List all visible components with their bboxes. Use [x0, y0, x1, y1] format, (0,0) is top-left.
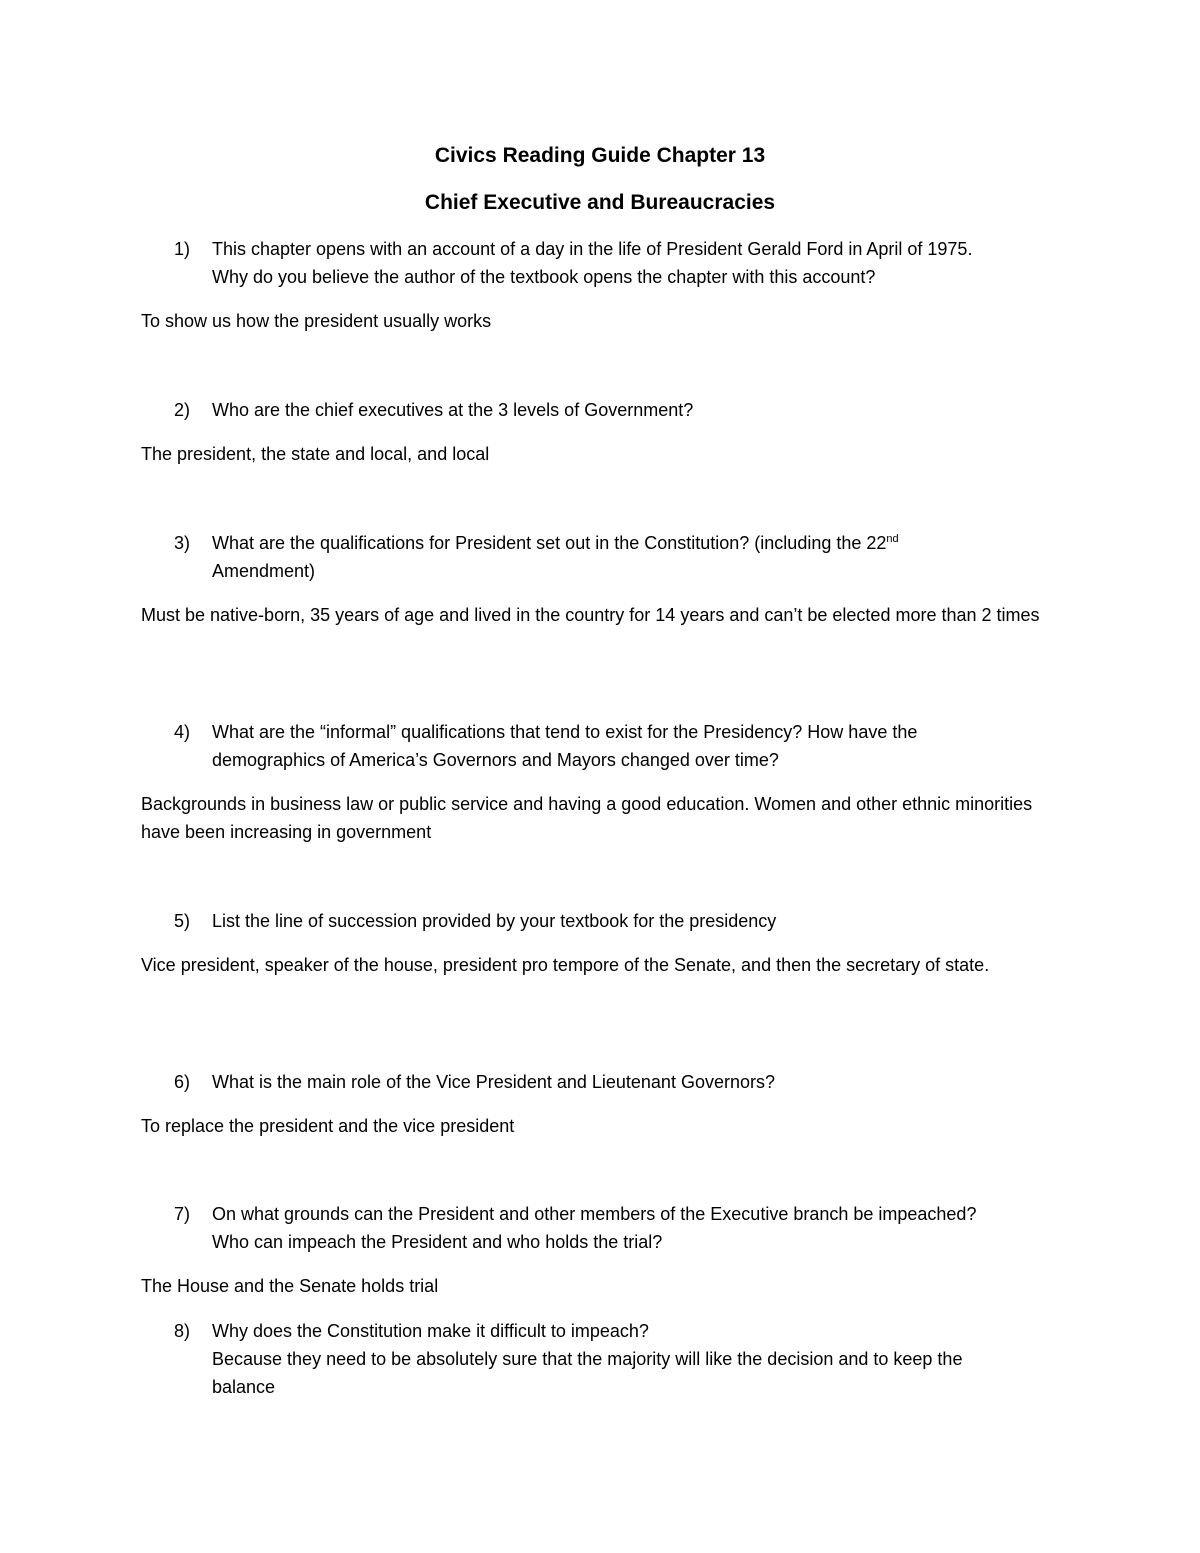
- document-title: Civics Reading Guide Chapter 13: [434, 144, 766, 167]
- question-text-part: What are the qualifications for President set out in the Constitution? (including the 22: [212, 533, 887, 553]
- answer-2: The president, the state and local, and local: [141, 444, 490, 464]
- question-text: List the line of succession provided by your textbook for the presidency: [212, 911, 777, 931]
- question-2: [174, 396, 1074, 424]
- question-number: 1): [174, 239, 191, 259]
- question-1: [174, 235, 1074, 291]
- question-4: [174, 718, 1074, 774]
- answer-4: Backgrounds in business law or public service and having a good education. Women and other ethnic minorities have been increasing in government: [141, 794, 1033, 842]
- question-text: This chapter opens with an account of a day in the life of President Gerald Ford in April of 1975. Why do you believe the author of the textbook opens the chapter with this account?: [212, 239, 973, 287]
- document-subtitle: Chief Executive and Bureaucracies: [424, 191, 776, 214]
- question-text: [212, 529, 1074, 585]
- question-number: 5): [174, 911, 191, 931]
- question-8: [174, 1317, 1074, 1401]
- question-3: [174, 529, 1074, 585]
- question-7: [174, 1200, 1074, 1256]
- question-number: 2): [174, 400, 191, 420]
- answer-1: To show us how the president usually works: [141, 311, 492, 331]
- question-text: On what grounds can the President and other members of the Executive branch be impeached? Who can impeach the President and who holds the trial?: [212, 1204, 977, 1252]
- answer-6: To replace the president and the vice president: [141, 1116, 515, 1136]
- question-number: 6): [174, 1072, 191, 1092]
- question-number: 7): [174, 1204, 191, 1224]
- question-text: What are the “informal” qualifications that tend to exist for the Presidency? How have the demographics of America’s Governors and Mayors changed over time?: [212, 722, 918, 770]
- answer-3: Must be native-born, 35 years of age and lived in the country for 14 years and can’t be elected more than 2 times: [141, 605, 1040, 625]
- ordinal-suffix: nd: [886, 533, 899, 545]
- question-5: [174, 907, 1074, 935]
- question-6: [174, 1068, 1074, 1096]
- question-number: 3): [174, 533, 191, 553]
- question-number: 8): [174, 1321, 191, 1341]
- question-text: What is the main role of the Vice President and Lieutenant Governors?: [212, 1072, 775, 1092]
- question-text-part: Amendment): [212, 561, 316, 581]
- question-text: Who are the chief executives at the 3 levels of Government?: [212, 400, 694, 420]
- answer-5: Vice president, speaker of the house, president pro tempore of the Senate, and then the secretary of state.: [141, 955, 990, 975]
- question-number: 4): [174, 722, 191, 742]
- answer-7: The House and the Senate holds trial: [141, 1276, 439, 1296]
- question-text: Why does the Constitution make it difficult to impeach? Because they need to be absolutely sure that the majority will like the decision and to keep the balance: [212, 1321, 963, 1397]
